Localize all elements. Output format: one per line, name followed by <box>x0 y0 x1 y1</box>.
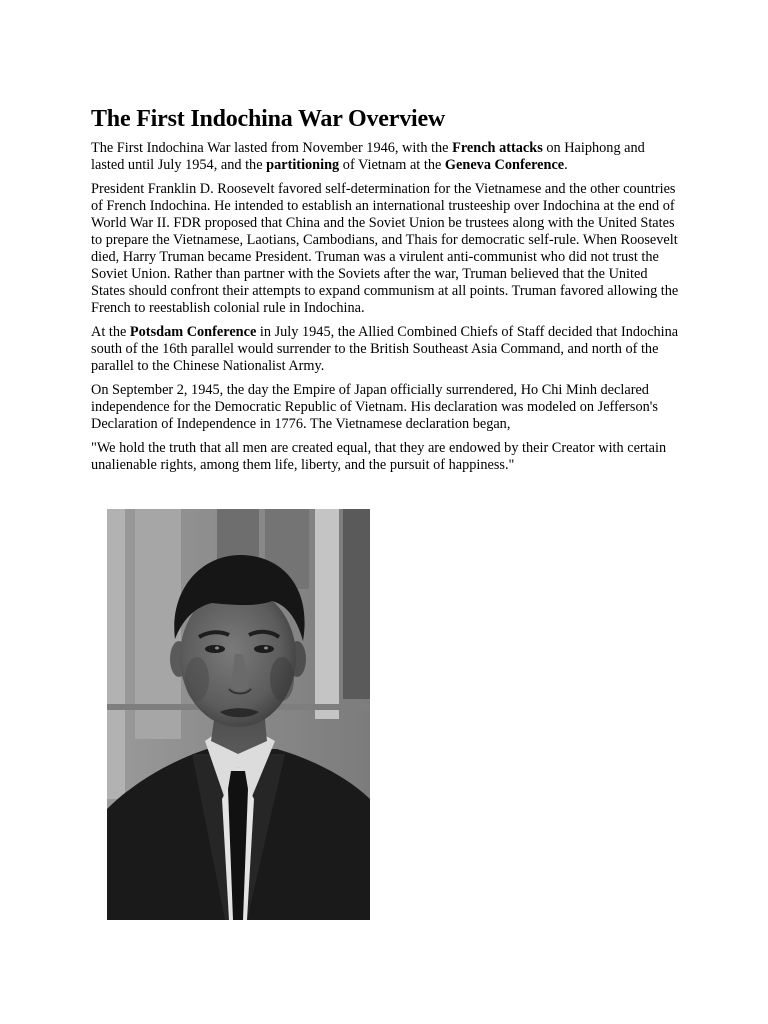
text-run: At the <box>91 324 130 340</box>
bold-term-potsdam-conference: Potsdam Conference <box>129 324 257 340</box>
text-run: of Vietnam at the <box>339 157 445 173</box>
portrait-photo <box>107 509 370 920</box>
text-run: . <box>564 157 568 173</box>
text-run: on Haiphong and lasted until July 1954, and the <box>91 140 645 173</box>
portrait-illustration <box>107 509 370 920</box>
paragraph-war-dates <box>91 140 681 174</box>
window-panel-right <box>343 509 370 699</box>
wall-edge-left <box>107 509 125 799</box>
paragraph-declaration-quote: "We hold the truth that all men are created equal, that they are endowed by their Creator with certain unalienable rights, among them life, liberty, and the pursuit of happiness." <box>91 440 667 473</box>
text-run: The First Indochina War lasted from November 1946, with the <box>91 140 453 156</box>
document-page <box>91 104 681 481</box>
bold-term-geneva-conference: Geneva Conference <box>444 157 565 173</box>
paragraph-independence: On September 2, 1945, the day the Empire of Japan officially surrendered, Ho Chi Minh declared independence for the Democratic Republic of Vietnam. His declaration was modeled on Jefferson's Declaration of Independence in 1776. The Vietnamese declaration began, <box>91 382 658 432</box>
bold-term-partitioning: partitioning <box>266 157 340 173</box>
bold-term-french-attacks: French attacks <box>452 140 543 156</box>
paragraph-potsdam <box>91 324 681 375</box>
text-run: in July 1945, the Allied Combined Chiefs of Staff decided that Indochina south of the 16th parallel would surrender to the British Southeast Asia Command, and north of the parallel to the Chinese Nationalist Army. <box>91 324 679 374</box>
eye-right <box>254 645 274 653</box>
document-title: The First Indochina War Overview <box>91 106 446 132</box>
pillar-right <box>315 509 339 719</box>
paragraph-roosevelt-truman: President Franklin D. Roosevelt favored self-determination for the Vietnamese and the other countries of French Indochina. He intended to establish an international trusteeship over Indochina at the end of World War II. FDR proposed that China and the Soviet Union be trustees along with the United States to prepare the Vietnamese, Laotians, Cambodians, and Thais for democratic self-rule. When Roosevelt died, Harry Truman became President. Truman was a virulent anti-communist who did not trust the Soviet Union. Rather than partner with the Soviets after the war, Truman believed that the United States should confront their attempts to expand communism at all points. Truman favored allowing the French to reestablish colonial rule in Indochina. <box>91 181 679 316</box>
eye-left <box>205 645 225 653</box>
